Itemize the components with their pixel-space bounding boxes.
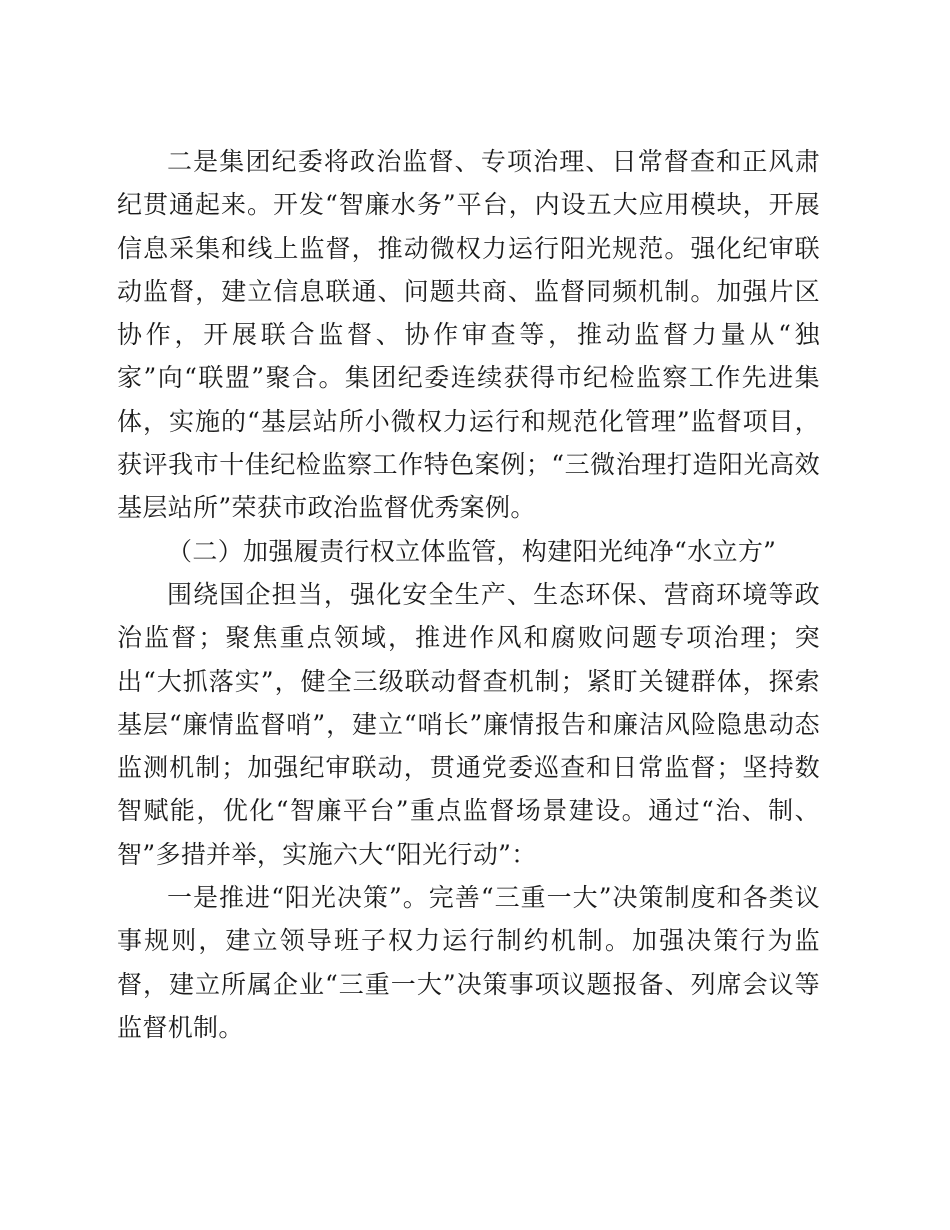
paragraph-supervision-measures: 围绕国企担当，强化安全生产、生态环保、营商环境等政治监督；聚焦重点领域，推进作风和腐败问题专项治理；突出“大抓落实”，健全三级联动督查机制；紧盯关键群体，探索基层“廉情监督哨”，建立“哨长”廉情报告和廉洁风险隐患动态监测机制；加强纪审联动，贯通党委巡查和日常监督；坚持数智赋能，优化“智廉平台”重点监督场景建设。通过“治、制、智”多措并举，实施六大“阳光行动”： bbox=[117, 579, 820, 869]
paragraph-sunshine-decision: 一是推进“阳光决策”。完善“三重一大”决策制度和各类议事规则，建立领导班子权力运行制约机制。加强决策行为监督，建立所属企业“三重一大”决策事项议题报备、列席会议等监督机制。 bbox=[117, 883, 820, 1042]
paragraph-group-discipline-integration: 二是集团纪委将政治监督、专项治理、日常督查和正风肃纪贯通起来。开发“智廉水务”平台，内设五大应用模块，开展信息采集和线上监督，推动微权力运行阳光规范。强化纪审联动监督，建立信息联通、问题共商、监督同频机制。加强片区协作，开展联合监督、协作审查等，推动监督力量从“独家”向“联盟”聚合。集团纪委连续获得市纪检监察工作先进集体，实施的“基层站所小微权力运行和规范化管理”监督项目，获评我市十佳纪检监察工作特色案例；“三微治理打造阳光高效基层站所”荣获市政治监督优秀案例。 bbox=[117, 147, 820, 523]
document-body bbox=[117, 140, 820, 1049]
section-heading-two: （二）加强履责行权立体监管，构建阳光纯净“水立方” bbox=[167, 536, 777, 566]
